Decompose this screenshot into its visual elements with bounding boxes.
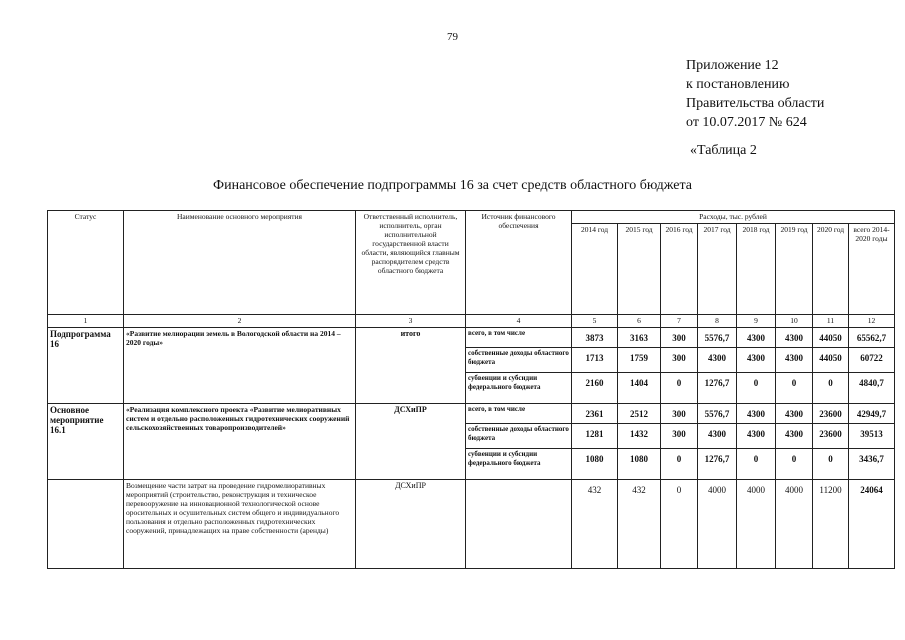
column-number: 4 bbox=[466, 315, 572, 328]
header-year: 2015 год bbox=[618, 224, 661, 315]
value-cell: 44050 bbox=[813, 328, 849, 348]
value-cell: 4300 bbox=[737, 348, 776, 373]
value-cell: 4840,7 bbox=[849, 373, 895, 404]
value-cell: 0 bbox=[737, 373, 776, 404]
value-cell: 4300 bbox=[698, 348, 737, 373]
value-cell: 5576,7 bbox=[698, 328, 737, 348]
value-cell: 1404 bbox=[618, 373, 661, 404]
value-cell: 0 bbox=[776, 449, 813, 480]
appendix-block bbox=[686, 56, 824, 132]
value-cell: 4300 bbox=[698, 424, 737, 449]
header-year: 2020 год bbox=[813, 224, 849, 315]
value-cell: 4300 bbox=[776, 328, 813, 348]
value-cell: 3436,7 bbox=[849, 449, 895, 480]
value-cell: 60722 bbox=[849, 348, 895, 373]
responsible-cell: ДСХиПР bbox=[356, 404, 466, 480]
value-cell: 0 bbox=[661, 449, 698, 480]
value-cell: 1080 bbox=[572, 449, 618, 480]
header-expenses: Расходы, тыс. рублей bbox=[572, 211, 895, 224]
header-responsible: Ответственный исполнитель, исполнитель, орган исполнительной государственной власти области, являющийся главным распорядителем средств областного бюджета bbox=[356, 211, 466, 315]
value-cell: 432 bbox=[618, 480, 661, 569]
header-status: Статус bbox=[48, 211, 124, 315]
source-cell bbox=[466, 480, 572, 569]
value-cell: 5576,7 bbox=[698, 404, 737, 424]
value-cell: 1080 bbox=[618, 449, 661, 480]
column-number: 11 bbox=[813, 315, 849, 328]
table-label: «Таблица 2 bbox=[690, 143, 757, 158]
column-number: 8 bbox=[698, 315, 737, 328]
value-cell: 1276,7 bbox=[698, 373, 737, 404]
value-cell: 0 bbox=[813, 449, 849, 480]
value-cell: 2512 bbox=[618, 404, 661, 424]
value-cell: 0 bbox=[737, 449, 776, 480]
status-cell: Подпрограмма 16 bbox=[48, 328, 124, 404]
appendix-line: от 10.07.2017 № 624 bbox=[686, 115, 807, 130]
value-cell: 2160 bbox=[572, 373, 618, 404]
header-year: 2019 год bbox=[776, 224, 813, 315]
value-cell: 11200 bbox=[813, 480, 849, 569]
value-cell: 1281 bbox=[572, 424, 618, 449]
column-number: 3 bbox=[356, 315, 466, 328]
column-number: 5 bbox=[572, 315, 618, 328]
table-row bbox=[48, 404, 895, 424]
value-cell: 3873 bbox=[572, 328, 618, 348]
value-cell: 4000 bbox=[737, 480, 776, 569]
value-cell: 0 bbox=[661, 480, 698, 569]
source-cell: собственные доходы областного бюджета bbox=[466, 348, 572, 373]
header-year: 2014 год bbox=[572, 224, 618, 315]
column-number: 12 bbox=[849, 315, 895, 328]
source-cell: субвенции и субсидии федерального бюджета bbox=[466, 449, 572, 480]
header-row bbox=[48, 211, 895, 224]
value-cell: 1432 bbox=[618, 424, 661, 449]
value-cell: 42949,7 bbox=[849, 404, 895, 424]
appendix-line: к постановлению bbox=[686, 77, 790, 92]
measure-name-cell: Возмещение части затрат на проведение гидромелиоративных мероприятий (строительство, реконструкция и техническое перевооружение на инновационной технологической основе оросительных и осушительных систем общего и индивидуального пользования и отдельно расположенных гидротехнических сооружений, принадлежащих на праве собственности (аренды) bbox=[124, 480, 356, 569]
header-year: 2018 год bbox=[737, 224, 776, 315]
column-number-row bbox=[48, 315, 895, 328]
value-cell: 4300 bbox=[776, 404, 813, 424]
value-cell: 2361 bbox=[572, 404, 618, 424]
appendix-line: Приложение 12 bbox=[686, 58, 779, 73]
status-cell bbox=[48, 480, 124, 569]
value-cell: 24064 bbox=[849, 480, 895, 569]
header-source: Источник финансового обеспечения bbox=[466, 211, 572, 315]
header-year: 2017 год bbox=[698, 224, 737, 315]
value-cell: 4300 bbox=[776, 424, 813, 449]
source-cell: собственные доходы областного бюджета bbox=[466, 424, 572, 449]
financing-table bbox=[47, 210, 895, 569]
source-cell: всего, в том числе bbox=[466, 404, 572, 424]
value-cell: 4300 bbox=[737, 424, 776, 449]
value-cell: 0 bbox=[776, 373, 813, 404]
value-cell: 44050 bbox=[813, 348, 849, 373]
table-row bbox=[48, 328, 895, 348]
value-cell: 4300 bbox=[776, 348, 813, 373]
value-cell: 0 bbox=[661, 373, 698, 404]
page-number: 79 bbox=[447, 31, 458, 43]
responsible-cell: итого bbox=[356, 328, 466, 404]
value-cell: 23600 bbox=[813, 404, 849, 424]
status-cell: Основное мероприятие 16.1 bbox=[48, 404, 124, 480]
value-cell: 39513 bbox=[849, 424, 895, 449]
column-number: 6 bbox=[618, 315, 661, 328]
value-cell: 65562,7 bbox=[849, 328, 895, 348]
value-cell: 300 bbox=[661, 328, 698, 348]
header-year: 2016 год bbox=[661, 224, 698, 315]
measure-name-cell: «Реализация комплексного проекта «Развитие мелиоративных систем и отдельно расположенных гидротехнических сооружений сельскохозяйственных товаропроизводителей» bbox=[124, 404, 356, 480]
source-cell: субвенции и субсидии федерального бюджета bbox=[466, 373, 572, 404]
document-title: Финансовое обеспечение подпрограммы 16 за счет средств областного бюджета bbox=[213, 178, 692, 193]
header-name: Наименование основного мероприятия bbox=[124, 211, 356, 315]
value-cell: 300 bbox=[661, 348, 698, 373]
measure-name-cell: «Развитие мелиорации земель в Вологодской области на 2014 – 2020 годы» bbox=[124, 328, 356, 404]
value-cell: 4300 bbox=[737, 328, 776, 348]
value-cell: 1276,7 bbox=[698, 449, 737, 480]
responsible-cell: ДСХиПР bbox=[356, 480, 466, 569]
table-row bbox=[48, 480, 895, 569]
header-year: всего 2014-2020 годы bbox=[849, 224, 895, 315]
column-number: 1 bbox=[48, 315, 124, 328]
value-cell: 3163 bbox=[618, 328, 661, 348]
value-cell: 300 bbox=[661, 404, 698, 424]
value-cell: 4000 bbox=[776, 480, 813, 569]
value-cell: 0 bbox=[813, 373, 849, 404]
value-cell: 1713 bbox=[572, 348, 618, 373]
column-number: 7 bbox=[661, 315, 698, 328]
value-cell: 300 bbox=[661, 424, 698, 449]
value-cell: 1759 bbox=[618, 348, 661, 373]
column-number: 10 bbox=[776, 315, 813, 328]
appendix-line: Правительства области bbox=[686, 96, 825, 111]
value-cell: 23600 bbox=[813, 424, 849, 449]
value-cell: 432 bbox=[572, 480, 618, 569]
column-number: 9 bbox=[737, 315, 776, 328]
value-cell: 4000 bbox=[698, 480, 737, 569]
column-number: 2 bbox=[124, 315, 356, 328]
source-cell: всего, в том числе bbox=[466, 328, 572, 348]
value-cell: 4300 bbox=[737, 404, 776, 424]
